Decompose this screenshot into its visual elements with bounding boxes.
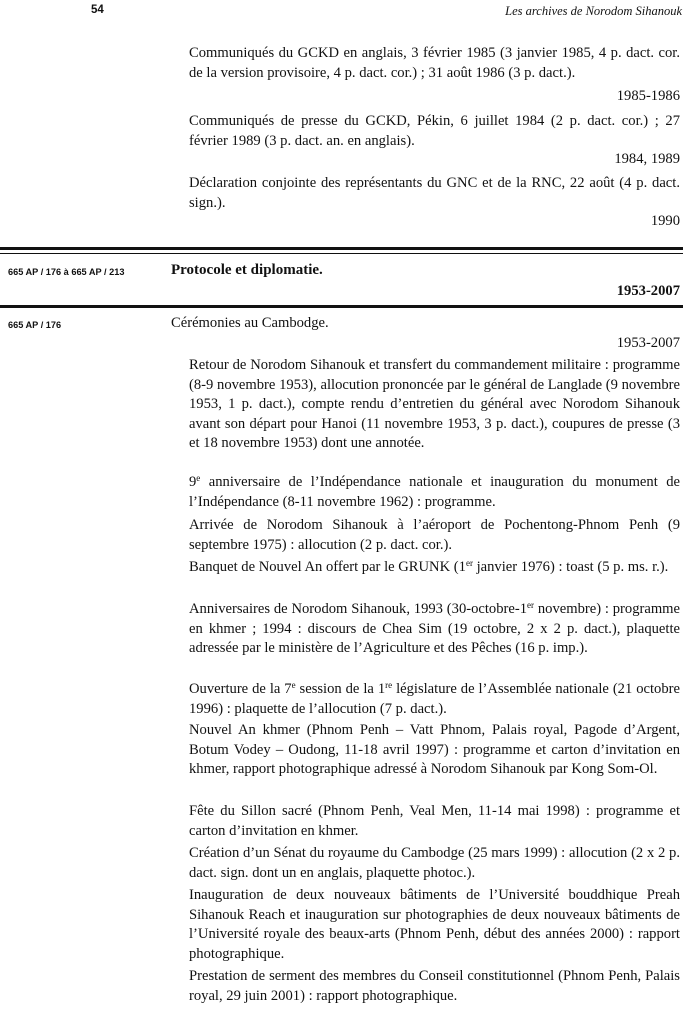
section-date: 1953-2007: [616, 283, 680, 299]
list-item: Retour de Norodom Sihanouk et transfert du commandement militaire : programme (8-9 novembre 1953), allocution prononcée par le général de Langlade (9 novembre 1953, 1 p. dact.), compte rendu d’entretien du général avec Norodom Sihanouk avant son départ pour Hanoi (11 novembre 1953, 3 p. dact.), coupures de presse (3 et 18 novembre 1953) dont une annotée.: [189, 357, 680, 451]
section-rule: [0, 253, 683, 254]
entry-text: Déclaration conjointe des représentants du GNC et de la RNC, 22 août (4 p. dact. sign.).: [189, 175, 680, 211]
section-cote: 665 AP / 176 à 665 AP / 213: [8, 267, 125, 277]
list-item: Création d’un Sénat du royaume du Cambodge (25 mars 1999) : allocution (2 x 2 p. dact. sign. dont un en anglais, plaquette photoc.).: [189, 845, 680, 881]
subsection-date: 1953-2007: [616, 335, 680, 351]
entry-date: 1990: [650, 213, 680, 229]
page-number: 54: [91, 4, 104, 16]
entry-date: 1984, 1989: [614, 151, 680, 167]
list-item: Prestation de serment des membres du Conseil constitutionnel (Phnom Penh, Palais royal, 29 juin 2001) : rapport photographique.: [189, 968, 680, 1004]
subsection-title: Cérémonies au Cambodge.: [171, 315, 329, 331]
subsection-rule: [0, 305, 683, 308]
list-item: Nouvel An khmer (Phnom Penh – Vatt Phnom, Palais royal, Pagode d’Argent, Botum Vodey – Oudong, 11-18 avril 1997) : programme et carton d’invitation en khmer, rapport photographique adressé à Norodom Sihanouk par Kong Som-Ol.: [189, 722, 680, 777]
list-item: Ouverture de la 7e session de la 1re législature de l’Assemblée nationale (21 octobre 1996) : plaquette de l’allocution (7 p. dact.).: [189, 680, 680, 717]
list-item: 9e anniversaire de l’Indépendance nationale et inauguration du monument de l’Indépendance (8-11 novembre 1962) : programme.: [189, 473, 680, 510]
entry-date: 1985-1986: [616, 88, 680, 104]
entry-text: Communiqués de presse du GCKD, Pékin, 6 juillet 1984 (2 p. dact. cor.) ; 27 février 1989 (3 p. dact. an. en anglais).: [189, 113, 680, 149]
list-item: Inauguration de deux nouveaux bâtiments de l’Université bouddhique Preah Sihanouk Reach et inauguration sur photographies de deux nouveaux bâtiments de l’Université royale des beaux-arts (Phnom Penh, début des années 2000) : rapport photographique.: [189, 887, 680, 962]
list-item: Arrivée de Norodom Sihanouk à l’aéroport de Pochentong-Phnom Penh (9 septembre 1975) : allocution (2 p. dact. cor.).: [189, 517, 680, 553]
running-title: Les archives de Norodom Sihanouk: [505, 4, 682, 18]
list-item: Fête du Sillon sacré (Phnom Penh, Veal Men, 11-14 mai 1998) : programme et carton d’invitation en khmer.: [189, 803, 680, 839]
section-title: Protocole et diplomatie.: [171, 262, 323, 278]
list-item: Banquet de Nouvel An offert par le GRUNK (1er janvier 1976) : toast (5 p. ms. r.).: [189, 558, 669, 575]
subsection-cote: 665 AP / 176: [8, 320, 62, 330]
entry-text: Communiqués du GCKD en anglais, 3 février 1985 (3 janvier 1985, 4 p. dact. cor. de la version provisoire, 4 p. dact. cor.) ; 31 août 1986 (3 p. dact.).: [189, 45, 680, 81]
list-item: Anniversaires de Norodom Sihanouk, 1993 (30-octobre-1er novembre) : programme en khmer ; 1994 : discours de Chea Sim (19 octobre, 2 x 2 p. dact.), plaquette adressée par le ministère de l’Agriculture et des Pêches (16 p. imp.).: [189, 600, 681, 656]
section-rule: [0, 247, 683, 250]
